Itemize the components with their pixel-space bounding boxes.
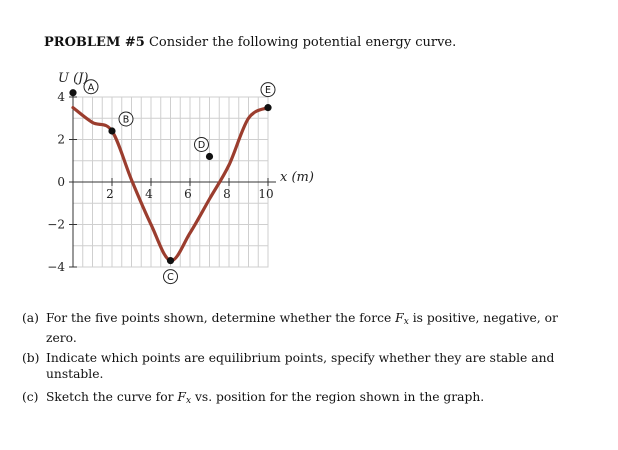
- x-axis-title: x (m): [280, 170, 314, 185]
- problem-text: Consider the following potential energy curve.: [148, 35, 457, 50]
- question-a-label: (a): [22, 311, 39, 325]
- point-a-dot: [69, 89, 76, 96]
- point-b-dot: [108, 127, 115, 134]
- point-d-label: D: [197, 140, 206, 151]
- point-c-dot: [167, 257, 174, 264]
- x-tick-label: 10: [258, 187, 274, 201]
- problem-label: PROBLEM #5: [44, 35, 145, 50]
- question-b-label: (b): [22, 351, 40, 365]
- x-tick-label: 4: [145, 187, 153, 201]
- x-tick-label: 2: [106, 187, 114, 201]
- question-b-text: Indicate which points are equilibrium points, specify whether they are stable and unstable.: [46, 351, 555, 381]
- point-d-dot: [206, 153, 213, 160]
- question-c-label: (c): [22, 390, 39, 404]
- point-e-label: E: [264, 85, 272, 97]
- question-c-part: Sketch the curve for: [46, 390, 178, 404]
- y-tick-label: −4: [47, 260, 65, 274]
- force-symbol: F: [177, 390, 186, 404]
- force-symbol: F: [395, 311, 404, 325]
- point-b-label: B: [122, 114, 130, 126]
- y-tick-label: 0: [57, 175, 65, 189]
- question-a-text: [46, 310, 582, 346]
- point-e-dot: [264, 104, 271, 111]
- force-subscript: x: [403, 317, 409, 327]
- y-tick-label: 4: [57, 90, 65, 104]
- y-tick-label: 2: [57, 132, 65, 147]
- question-c: [22, 389, 582, 409]
- question-c-text: [46, 389, 582, 409]
- question-b: [22, 350, 582, 382]
- question-a-part: is positive, negative, or zero.: [46, 311, 558, 345]
- force-subscript: x: [185, 396, 192, 406]
- question-c-part: vs. position for the region shown in the graph.: [191, 390, 485, 404]
- y-tick-label: −2: [47, 217, 65, 232]
- question-a-part: For the five points shown, determine whether the force: [46, 311, 396, 325]
- point-c-label: C: [167, 272, 174, 284]
- y-axis-title: U (J): [58, 71, 89, 86]
- x-tick-label: 8: [223, 187, 231, 201]
- question-a: [22, 310, 582, 346]
- x-tick-label: 6: [184, 187, 192, 201]
- point-a-label: A: [87, 82, 95, 94]
